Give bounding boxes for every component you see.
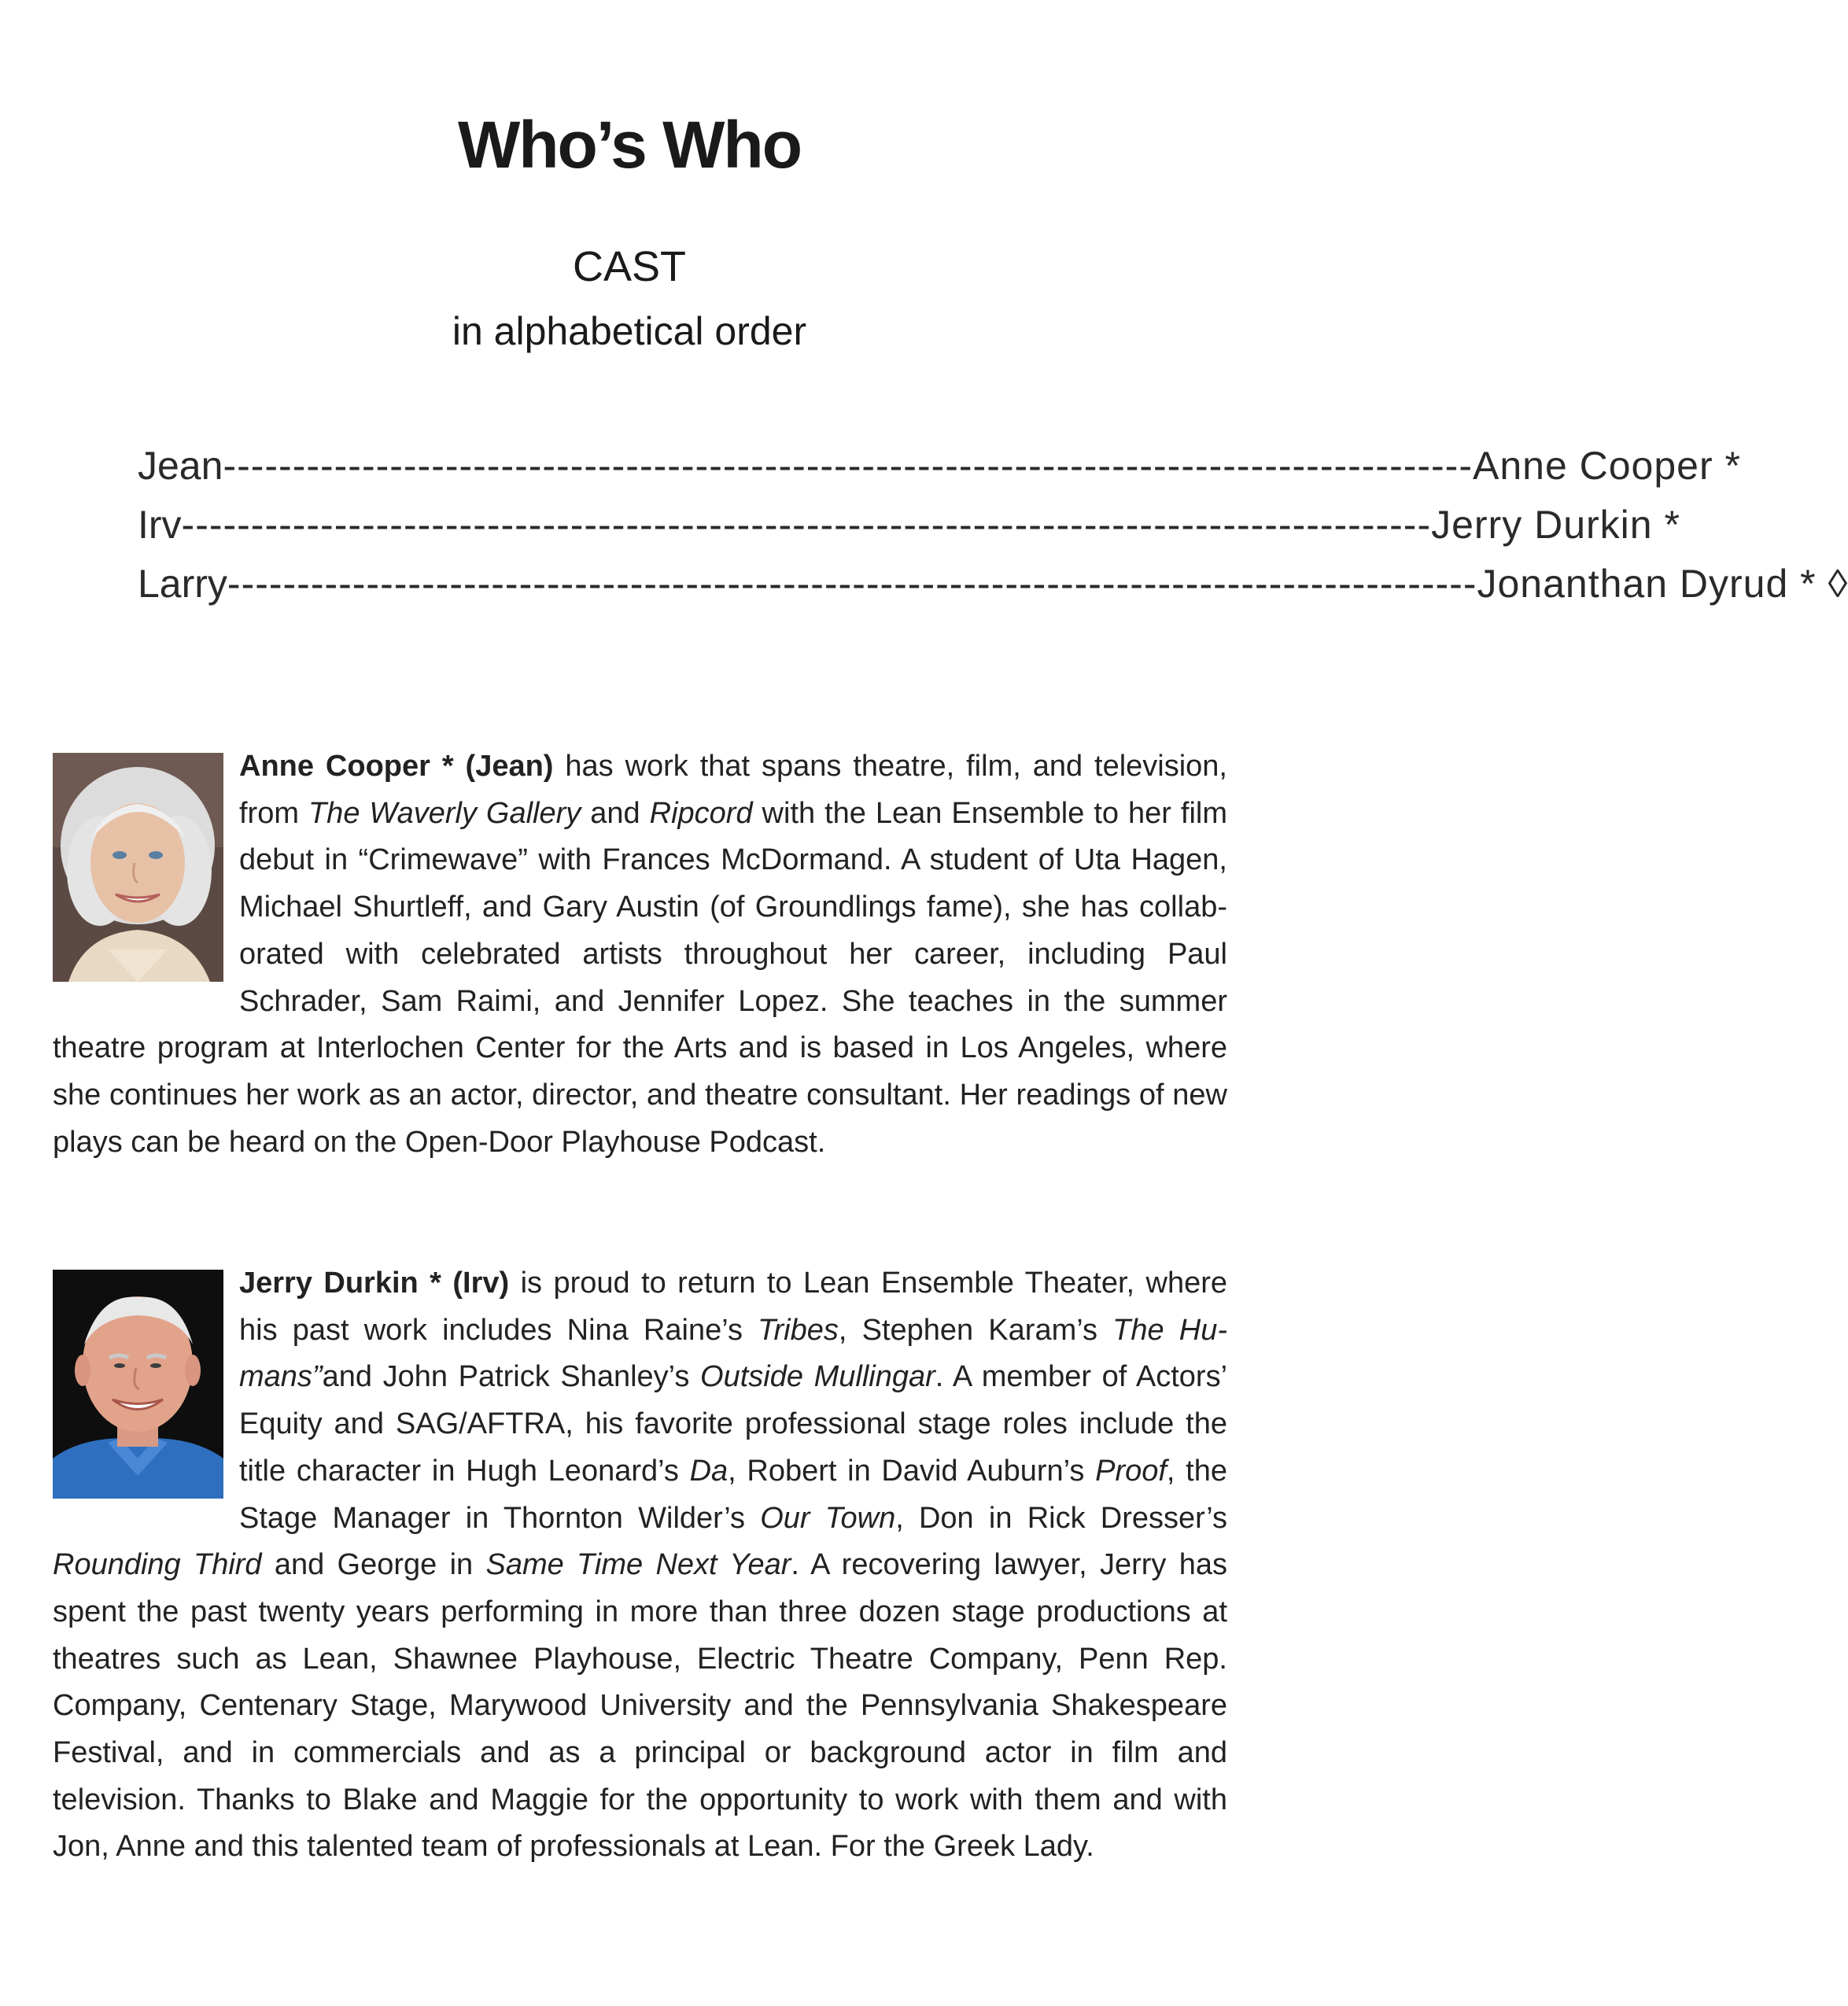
play-title: Ripcord [649,796,753,830]
bio-name: Jerry Durkin * (Irv) [239,1267,510,1300]
cast-actor: -Jonanthan Dyrud * ◊ [1463,562,1848,606]
bio-anne-cooper [53,743,1227,1166]
play-title: Our Town [760,1501,896,1535]
cast-role: Irv [138,503,182,547]
bio-text: . A recovering lawyer, Jerry has spent the past twenty years performing in more than three dozen stage productions at theatres such as Lean, Shawnee Playhouse, Electric Theatre Company, Penn Rep. Company, Centenary Stage, Marywood University and the Pennsylvania Shakespeare Festival, and in commercials and as a principal or background actor in film and television. Thanks to Blake and Maggie for the opportunity to work with them and with Jon, Anne and this talented team of professionals at Lean. For the Greek Lady. [53,1548,1227,1864]
page-title: Who’s Who [457,108,802,182]
headshot-jerry-durkin [53,1270,223,1499]
bio-text: and George in [261,1548,486,1582]
bio-text: , the Stage Manager in Thornton Wilder’s [239,1454,1227,1535]
bio-name: Anne Cooper * (Jean) [239,750,554,783]
play-title: Same Time Next Year [485,1548,791,1582]
play-title: The Humans” [239,1313,1227,1394]
play-title: Rounding Third [53,1548,262,1582]
play-title: Proof [1095,1454,1167,1488]
cast-row-jean [138,437,1741,496]
bio-text: , Stephen Karam’s [838,1313,1113,1347]
play-title: Da [689,1454,729,1488]
bio-text: , Don in Rick Dresser’s [895,1501,1227,1535]
dot-leader: ----------------------------------------------------------------------------------------- [223,444,1459,488]
cast-subheading: in alphabetical order [452,309,807,353]
bio-text: is proud to return to Lean Ensemble Theater, where his past work includes Nina Raine’s [239,1267,1227,1347]
bio-jerry-durkin [53,1260,1227,1871]
cast-actor: -Jerry Durkin * [1417,503,1680,547]
cast-heading: CAST [572,243,687,290]
bio-text: and John Patrick Shanley’s [322,1360,701,1394]
cast-row-irv [138,496,1680,555]
bio-text: , Robert in David Auburn’s [728,1454,1096,1488]
cast-list [138,437,1848,614]
bio-text: . A member of Actors’ Equity and SAG/AFTRA, his favorite professional stage roles include the title character in Hugh Leonard’s [239,1360,1228,1488]
headshot-anne-cooper [53,753,223,982]
cast-row-larry [138,555,1848,614]
bio-text: and [581,796,650,830]
play-title: Tribes [758,1313,839,1347]
dot-leader: ----------------------------------------------------------------------------------------- [227,562,1463,606]
play-title: Outside Mullingar [700,1360,935,1394]
cast-role: Jean [138,444,223,488]
cast-role: Larry [138,562,227,606]
bio-text: has work that spans theatre, film, and television, from [239,750,1227,830]
cast-actor: -Anne Cooper * [1459,444,1741,488]
play-title: The Waverly Gallery [308,796,581,830]
bio-text: with the Lean Ensemble to her film debut in “Crimewave” with Frances McDormand. A student of Uta Hagen, Michael Shurtleff, and Gary Austin (of Groundlings fame), she has collaborated with celebrated artists throughout her career, including Paul Schrader, Sam Raimi, and Jennifer Lopez. She teaches in the summer theatre program at Interlochen Center for the Arts and is based in Los Angeles, where she continues her work as an actor, director, and theatre consultant. Her readings of new plays can be heard on the Open-Door Playhouse Podcast. [53,796,1227,1159]
dot-leader: ----------------------------------------------------------------------------------------- [181,503,1418,547]
